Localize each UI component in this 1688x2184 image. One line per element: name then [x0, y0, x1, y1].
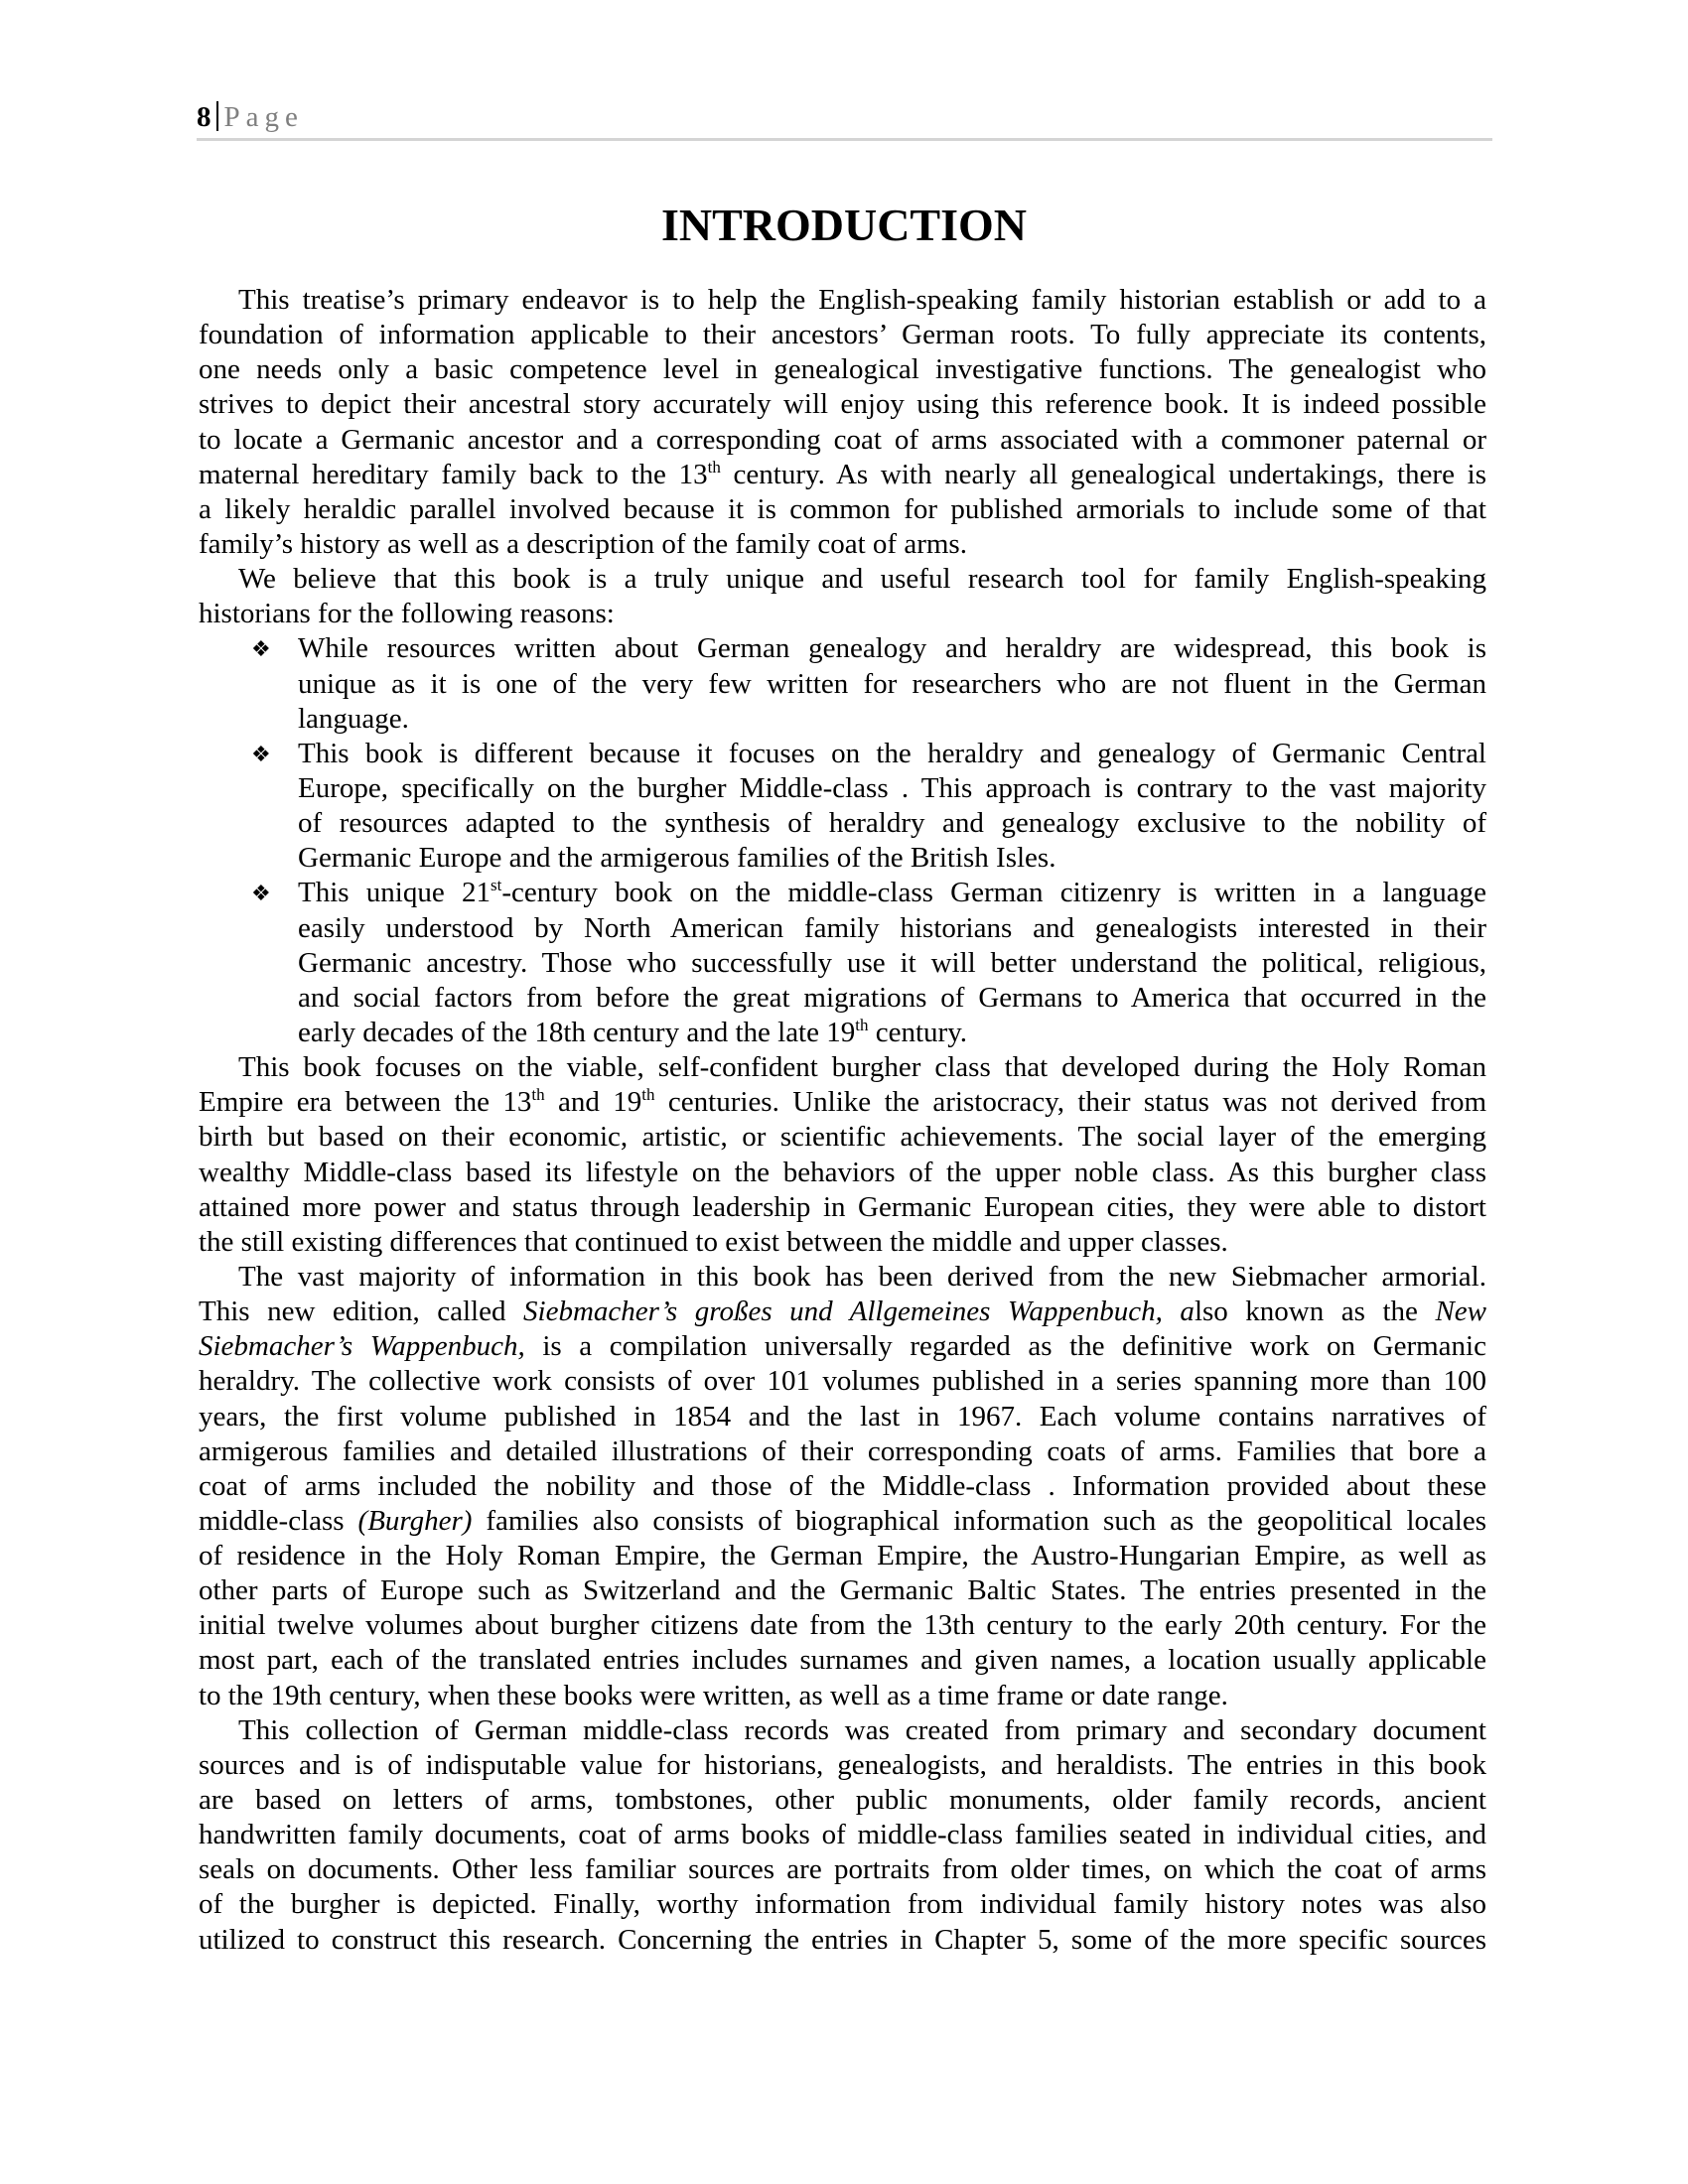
paragraph-3 — [199, 1050, 1486, 1260]
reasons-list — [199, 631, 1486, 1050]
text-line: maternal hereditary family back to the 13th century. As with nearly all genealogical undertakings, there is — [199, 457, 1486, 490]
diamond-bullet-icon: ❖ — [251, 741, 271, 766]
text-line: foundation of information applicable to their ancestors’ German roots. To fully appreciate its contents, — [199, 319, 1486, 351]
text-line: most part, each of the translated entries includes surnames and given names, a location usually applicable — [199, 1644, 1486, 1677]
text-line: birth but based on their economic, artistic, or scientific achievements. The social layer of the emerging — [199, 1121, 1486, 1154]
text-line: This treatise’s primary endeavor is to help the English-speaking family historian establish or add to a — [238, 284, 1486, 316]
page-header — [197, 99, 304, 135]
header-separator — [216, 101, 218, 131]
text-line: initial twelve volumes about burgher citizens date from the 13th century to the early 20th century. For the — [199, 1609, 1486, 1642]
text-line: Siebmacher’s Wappenbuch, is a compilation universally regarded as the definitive work on Germanic — [199, 1330, 1486, 1363]
list-item — [199, 631, 1486, 736]
paragraph-1 — [199, 283, 1486, 562]
text-line: This new edition, called Siebmacher’s großes und Allgemeines Wappenbuch, also known as the New — [199, 1296, 1486, 1328]
text-line: We believe that this book is a truly unique and useful research tool for family English-speaking — [238, 563, 1486, 596]
text-line: of the burgher is depicted. Finally, worthy information from individual family history notes was also — [199, 1888, 1486, 1921]
text-line: are based on letters of arms, tombstones, other public monuments, older family records, ancient — [199, 1784, 1486, 1817]
list-item — [199, 737, 1486, 877]
text-line: of resources adapted to the synthesis of heraldry and genealogy exclusive to the nobility of — [298, 807, 1486, 840]
text-line: language. — [298, 702, 409, 735]
text-line: While resources written about German genealogy and heraldry are widespread, this book is — [298, 632, 1486, 665]
paragraph-2 — [199, 562, 1486, 631]
text-line: historians for the following reasons: — [199, 598, 615, 630]
page-number: 8 — [197, 101, 211, 133]
chapter-title: INTRODUCTION — [660, 200, 1028, 250]
page-label: Page — [223, 101, 304, 133]
body-text — [199, 283, 1486, 1958]
paragraph-5 — [199, 1713, 1486, 1958]
text-line: The vast majority of information in this book has been derived from the new Siebmacher armorial. — [238, 1260, 1486, 1293]
text-line: of residence in the Holy Roman Empire, the German Empire, the Austro-Hungarian Empire, as well as — [199, 1540, 1486, 1572]
text-line: handwritten family documents, coat of arms books of middle-class families seated in individual cities, and — [199, 1819, 1486, 1851]
text-line: unique as it is one of the very few written for researchers who are not fluent in the German — [298, 667, 1486, 700]
text-line: utilized to construct this research. Concerning the entries in Chapter 5, some of the more specific sources — [199, 1923, 1486, 1956]
text-line: This collection of German middle-class records was created from primary and secondary document — [238, 1713, 1486, 1746]
text-line: attained more power and status through leadership in Germanic European cities, they were able to distort — [199, 1190, 1486, 1223]
text-line: sources and is of indisputable value for historians, genealogists, and heraldists. The entries in this book — [199, 1748, 1486, 1781]
text-line: coat of arms included the nobility and those of the Middle-class . Information provided about these — [199, 1469, 1486, 1502]
text-line: middle-class (Burgher) families also consists of biographical information such as the geopolitical locales — [199, 1504, 1486, 1537]
text-line: armigerous families and detailed illustrations of their corresponding coats of arms. Families that bore a — [199, 1434, 1486, 1467]
text-line: easily understood by North American family historians and genealogists interested in their — [298, 911, 1486, 944]
text-line: other parts of Europe such as Switzerland and the Germanic Baltic States. The entries presented in the — [199, 1574, 1486, 1607]
text-line: to the 19th century, when these books were written, as well as a time frame or date range. — [199, 1679, 1228, 1711]
text-line: a likely heraldic parallel involved because it is common for published armorials to include some of that — [199, 492, 1486, 525]
text-line: to locate a Germanic ancestor and a corresponding coat of arms associated with a commoner paternal or — [199, 423, 1486, 456]
text-line: seals on documents. Other less familiar sources are portraits from older times, on which the coat of arms — [199, 1853, 1486, 1886]
text-line: strives to depict their ancestral story accurately will enjoy using this reference book. It is indeed possible — [199, 388, 1486, 421]
text-line: one needs only a basic competence level in genealogical investigative functions. The genealogist who — [199, 353, 1486, 386]
diamond-bullet-icon: ❖ — [251, 881, 271, 906]
text-line: Germanic Europe and the armigerous families of the British Isles. — [298, 842, 1056, 875]
paragraph-4 — [199, 1260, 1486, 1713]
text-line: Germanic ancestry. Those who successfully use it will better understand the political, religious, — [298, 946, 1486, 979]
text-line: wealthy Middle-class based its lifestyle on the behaviors of the upper noble class. As this burgher class — [199, 1156, 1486, 1188]
text-line: This unique 21st-century book on the middle-class German citizenry is written in a language — [298, 876, 1486, 909]
list-item — [199, 876, 1486, 1050]
text-line: the still existing differences that continued to exist between the middle and upper classes. — [199, 1225, 1228, 1258]
text-line: Europe, specifically on the burgher Middle-class . This approach is contrary to the vast majority — [298, 771, 1486, 804]
text-line: This book is different because it focuses on the heraldry and genealogy of Germanic Central — [298, 737, 1486, 769]
text-line: and social factors from before the great migrations of Germans to America that occurred in the — [298, 981, 1486, 1014]
header-rule — [197, 138, 1492, 141]
text-line: family’s history as well as a description of the family coat of arms. — [199, 527, 967, 560]
diamond-bullet-icon: ❖ — [251, 636, 271, 662]
text-line: Empire era between the 13th and 19th centuries. Unlike the aristocracy, their status was not derived from — [199, 1085, 1486, 1119]
text-line: early decades of the 18th century and the late 19th century. — [298, 1015, 968, 1048]
text-line: heraldry. The collective work consists of over 101 volumes published in a series spanning more than 100 — [199, 1365, 1486, 1398]
text-line: years, the first volume published in 1854 and the last in 1967. Each volume contains narratives of — [199, 1400, 1486, 1433]
text-line: This book focuses on the viable, self-confident burgher class that developed during the Holy Roman — [238, 1051, 1486, 1084]
